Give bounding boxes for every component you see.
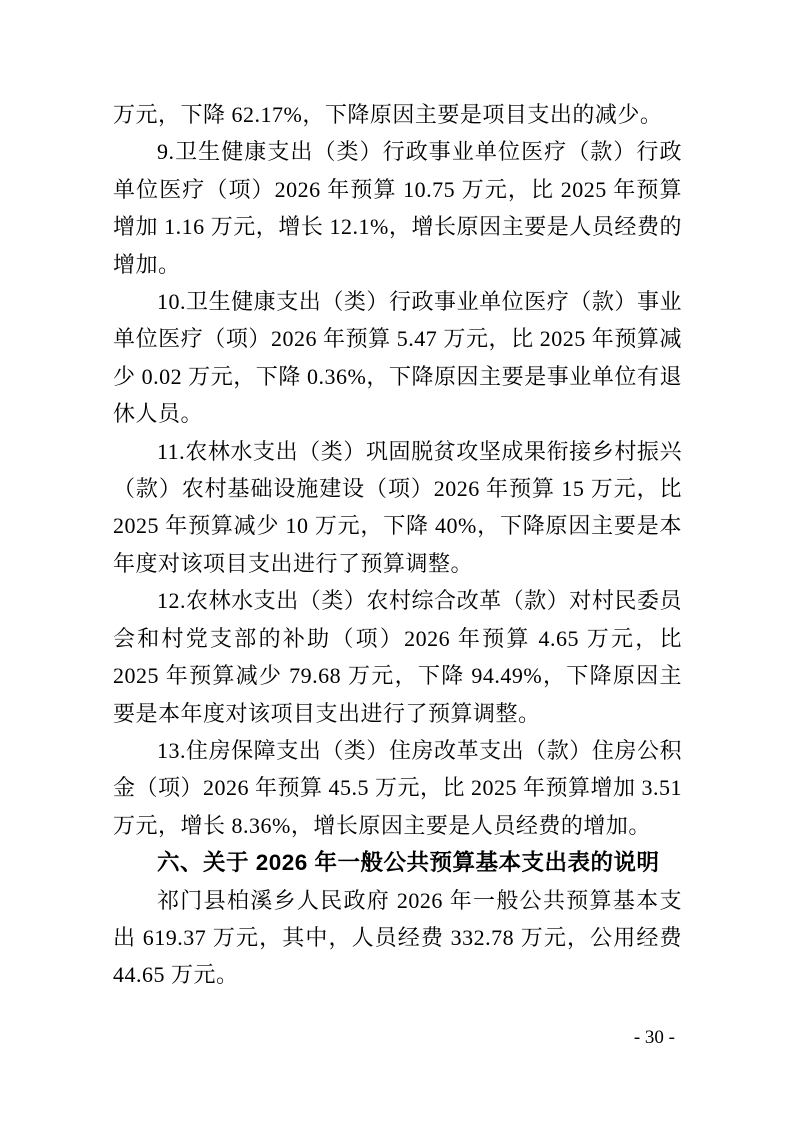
document-body [113, 96, 682, 994]
paragraph-item11-agriculture-infrastructure: 11.农林水支出（类）巩固脱贫攻坚成果衔接乡村振兴（款）农村基础设施建设（项）2026 年预算 15 万元，比 2025 年预算减少 10 万元，下降 40%，下降原因主要是本年度对该项目支出进行了预算调整。 [113, 438, 682, 576]
paragraph-item10-health-institution: 10.卫生健康支出（类）行政事业单位医疗（款）事业单位医疗（项）2026 年预算 5.47 万元，比 2025 年预算减少 0.02 万元，下降 0.36%，下降原因主要是事业单位有退休人员。 [113, 289, 682, 427]
paragraph-item13-housing-fund: 13.住房保障支出（类）住房改革支出（款）住房公积金（项）2026 年预算 45.5 万元，比 2025 年预算增加 3.51 万元，增长 8.36%，增长原因主要是人员经费的增加。 [113, 737, 683, 838]
paragraph-item9-health-admin: 9.卫生健康支出（类）行政事业单位医疗（款）行政单位医疗（项）2026 年预算 10.75 万元，比 2025 年预算增加 1.16 万元，增长 12.1%，增长原因主要是人员经费的增加。 [113, 139, 682, 277]
paragraph-continuation-item8: 万元，下降 62.17%，下降原因主要是项目支出的减少。 [113, 102, 663, 127]
paragraph-item12-village-subsidy: 12.农林水支出（类）农村综合改革（款）对村民委员会和村党支部的补助（项）2026 年预算 4.65 万元，比 2025 年预算减少 79.68 万元，下降 94.49%，下降原因主要是本年度对该项目支出进行了预算调整。 [113, 588, 682, 726]
paragraph-basic-expenditure-summary: 祁门县柏溪乡人民政府 2026 年一般公共预算基本支出 619.37 万元，其中，人员经费 332.78 万元，公用经费 44.65 万元。 [113, 887, 682, 988]
section-heading-basic-expenditure: 六、关于 2026 年一般公共预算基本支出表的说明 [157, 850, 660, 876]
page-number: - 30 - [633, 1027, 675, 1048]
